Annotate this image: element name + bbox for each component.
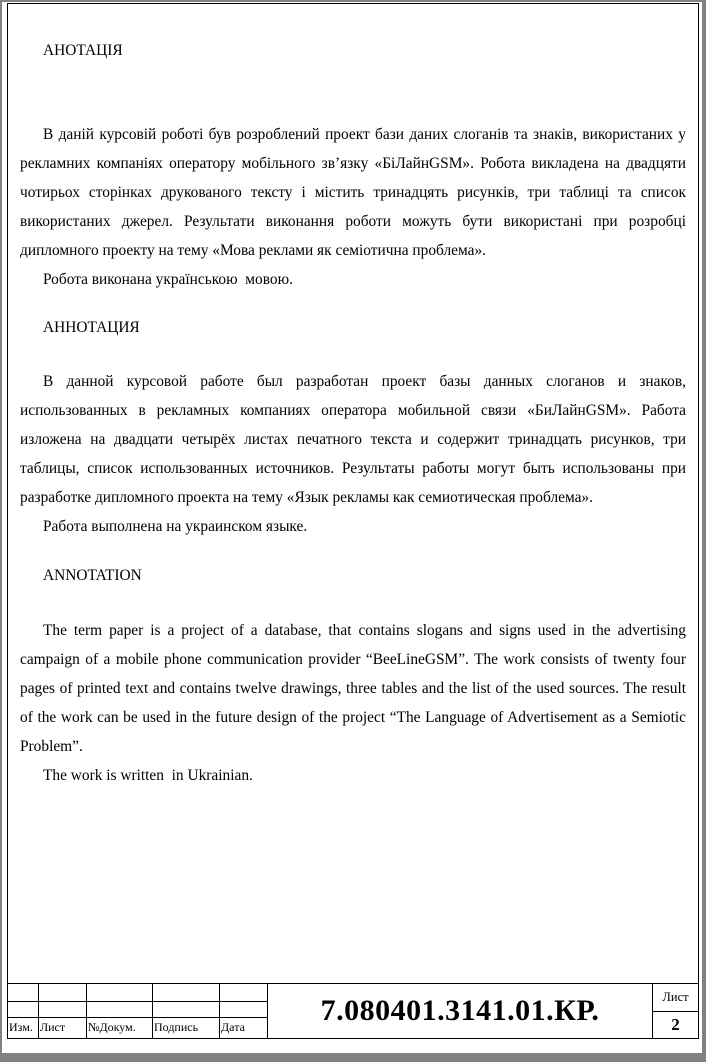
stamp-empty-cell xyxy=(220,984,268,1002)
stamp-empty-cell xyxy=(153,1002,220,1018)
page-border-frame xyxy=(7,3,699,1039)
stamp-empty-cell xyxy=(153,984,220,1002)
annotation-section-en xyxy=(20,616,694,790)
stamp-empty-cell xyxy=(39,984,87,1002)
title-block-revision-table xyxy=(8,984,268,1038)
annotation-heading-uk: АНОТАЦІЯ xyxy=(43,42,123,59)
stamp-empty-cell xyxy=(220,1002,268,1018)
annotation-heading-en: ANNOTATION xyxy=(43,567,142,584)
stamp-empty-cell xyxy=(8,984,39,1002)
annotation-body-en: The term paper is a project of a database, that contains slogans and signs used in the advertising campaign of a mobile phone communication provider “BeeLineGSM”. The work consists of twenty four pages of printed text and contains twelve drawings, three tables and the list of the used sources. The result of the work can be used in the future design of the project “The Language of Advertisement as a Semiotic Problem”. xyxy=(20,622,694,755)
document-code: 7.080401.3141.01.КР. xyxy=(268,984,653,1038)
annotation-section-uk xyxy=(20,120,690,294)
col-header-list: Лист xyxy=(39,1018,87,1038)
stamp-empty-cell xyxy=(8,1002,39,1018)
stamp-empty-cell xyxy=(87,1002,153,1018)
annotation-body-uk: В даній курсовій роботі був розроблений проект бази даних слоганів та знаків, використаних у рекламних компаніях оператору мобільного зв’язку «БіЛайнGSM». Робота викладена на двадцяти чотирьох сторінках друкованого тексту і містить тринадцять рисунків, три таблиці та список використаних джерел. Результати виконання роботи можуть бути використані при розробці дипломного проекту на тему «Мова реклами як семіотична проблема». xyxy=(20,126,690,259)
annotation-closing-en: The work is written in Ukrainian. xyxy=(43,767,253,784)
sheet-number: 2 xyxy=(671,1015,680,1034)
col-header-ndokum: №Докум. xyxy=(87,1018,153,1038)
annotation-body-ru: В данной курсовой работе был разработан проект базы данных слоганов и знаков, использованных в рекламных компаниях оператора мобильной связи «БиЛайнGSM». Работа изложена на двадцати четырёх листах печатного текста и содержит тринадцать рисунков, три таблицы, список использованных источников. Результаты работы могут быть использованы при разработке дипломного проекта на тему «Язык рекламы как семиотическая проблема». xyxy=(20,373,690,506)
document-page xyxy=(2,2,702,1053)
title-block xyxy=(8,983,698,1038)
annotation-closing-uk: Робота виконана українською мовою. xyxy=(43,271,293,288)
col-header-izm: Изм. xyxy=(8,1018,39,1038)
annotation-closing-ru: Работа выполнена на украинском языке. xyxy=(43,518,308,535)
annotation-heading-ru: АННОТАЦИЯ xyxy=(43,319,140,336)
col-header-data: Дата xyxy=(220,1018,268,1038)
stamp-empty-cell xyxy=(39,1002,87,1018)
stamp-empty-cell xyxy=(87,984,153,1002)
col-header-podpis: Подпись xyxy=(153,1018,220,1038)
sheet-number-block xyxy=(653,984,698,1038)
sheet-label: Лист xyxy=(653,984,698,1012)
annotation-section-ru xyxy=(20,367,690,541)
